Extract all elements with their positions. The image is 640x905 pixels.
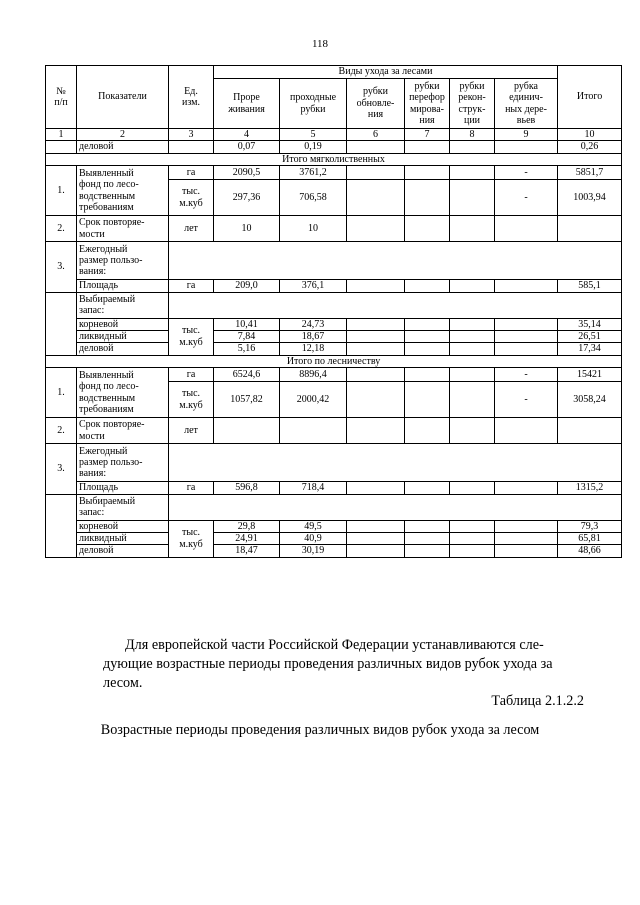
empty-cell bbox=[347, 520, 405, 532]
row-label: ликвидный bbox=[77, 533, 169, 545]
empty-cell bbox=[405, 166, 450, 180]
cell-line: Ежегодный bbox=[79, 243, 128, 255]
column-number: 6 bbox=[347, 129, 405, 141]
header-indicators: Показатели bbox=[77, 66, 169, 129]
cell-value: - bbox=[495, 382, 558, 418]
empty-cell bbox=[347, 343, 405, 355]
row-label bbox=[77, 444, 169, 482]
cell-line: запас: bbox=[79, 305, 105, 317]
empty-cell bbox=[450, 520, 495, 532]
cell-line: Ед. bbox=[184, 85, 198, 97]
cell-line: ных дере- bbox=[505, 103, 547, 115]
empty-cell bbox=[450, 545, 495, 557]
cell-line: Выбираемый bbox=[79, 293, 136, 305]
row-number: 2. bbox=[46, 216, 77, 242]
paragraph-line: дующие возрастные периоды проведения различных видов рубок ухода за bbox=[103, 656, 553, 672]
empty-cell bbox=[450, 368, 495, 382]
empty-cell bbox=[558, 216, 622, 242]
cell-value: 1315,2 bbox=[558, 482, 622, 494]
empty-cell bbox=[347, 382, 405, 418]
cell-line: размер пользо- bbox=[79, 457, 143, 469]
empty-cell bbox=[405, 482, 450, 494]
empty-cell bbox=[347, 280, 405, 292]
empty-cell bbox=[450, 216, 495, 242]
empty-cell bbox=[405, 368, 450, 382]
header-total: Итого bbox=[558, 66, 622, 129]
empty-cell bbox=[450, 482, 495, 494]
unit-cell: га bbox=[169, 280, 214, 292]
cell-line: живания bbox=[228, 103, 265, 115]
cell-value: 0,26 bbox=[558, 141, 622, 153]
empty-cell bbox=[347, 331, 405, 343]
empty-cell bbox=[46, 494, 77, 557]
cell-value: 10 bbox=[280, 216, 347, 242]
cell-value: - bbox=[495, 368, 558, 382]
empty-cell bbox=[405, 533, 450, 545]
unit-cell bbox=[169, 318, 214, 355]
empty-cell bbox=[405, 141, 450, 153]
cell-value: 1003,94 bbox=[558, 180, 622, 216]
empty-cell bbox=[450, 318, 495, 330]
page-number: 118 bbox=[311, 38, 329, 50]
unit-cell: га bbox=[169, 368, 214, 382]
empty-cell bbox=[405, 545, 450, 557]
row-label: ликвидный bbox=[77, 331, 169, 343]
cell-line: фонд по лесо- bbox=[79, 179, 139, 191]
row-label bbox=[77, 242, 169, 280]
empty-cell bbox=[495, 141, 558, 153]
empty-cell bbox=[450, 533, 495, 545]
section-title: Итого мягколиственных bbox=[46, 153, 622, 165]
empty-cell bbox=[495, 520, 558, 532]
cell-line: Срок повторяе- bbox=[79, 217, 145, 229]
cell-line: мости bbox=[79, 228, 105, 240]
cell-line: мости bbox=[79, 430, 105, 442]
empty-cell bbox=[405, 418, 450, 444]
row-label bbox=[77, 494, 169, 520]
header-type-3 bbox=[347, 79, 405, 129]
cell-value: - bbox=[495, 166, 558, 180]
row-number: 2. bbox=[46, 418, 77, 444]
cell-value: 1057,82 bbox=[214, 382, 280, 418]
cell-line: ции bbox=[463, 114, 481, 126]
body-paragraph bbox=[103, 636, 573, 693]
empty-cell bbox=[405, 216, 450, 242]
unit-cell: га bbox=[169, 482, 214, 494]
header-types-group: Виды ухода за лесами bbox=[214, 66, 558, 79]
cell-value: 3761,2 bbox=[280, 166, 347, 180]
empty-cell bbox=[347, 368, 405, 382]
cell-line: тыс. bbox=[181, 527, 201, 539]
empty-cell bbox=[405, 343, 450, 355]
empty-cell bbox=[495, 418, 558, 444]
cell-line: Выявленный bbox=[79, 369, 134, 381]
row-label bbox=[77, 166, 169, 216]
section-title: Итого по лесничеству bbox=[46, 355, 622, 367]
row-label bbox=[77, 368, 169, 418]
cell-line: размер пользо- bbox=[79, 255, 143, 267]
cell-value: 26,51 bbox=[558, 331, 622, 343]
empty-cell bbox=[347, 418, 405, 444]
row-label: корневой bbox=[77, 520, 169, 532]
unit-cell bbox=[169, 180, 214, 216]
cell-line: рубка bbox=[514, 80, 538, 92]
cell-value: 48,66 bbox=[558, 545, 622, 557]
cell-value: 2090,5 bbox=[214, 166, 280, 180]
cell-value: 10,41 bbox=[214, 318, 280, 330]
cell-value: 24,73 bbox=[280, 318, 347, 330]
cell-line: струк- bbox=[458, 103, 486, 115]
empty-cell bbox=[450, 280, 495, 292]
forestry-table bbox=[45, 65, 622, 558]
cell-value bbox=[214, 418, 280, 444]
cell-value: 7,84 bbox=[214, 331, 280, 343]
cell-line: п/п bbox=[54, 97, 68, 108]
empty-cell bbox=[405, 280, 450, 292]
cell-value: 5,16 bbox=[214, 343, 280, 355]
row-label bbox=[77, 418, 169, 444]
header-num bbox=[46, 66, 77, 129]
table-number-label: Таблица 2.1.2.2 bbox=[491, 693, 584, 709]
cell-value: 376,1 bbox=[280, 280, 347, 292]
empty-cell bbox=[405, 331, 450, 343]
cell-value: 6524,6 bbox=[214, 368, 280, 382]
empty-cell bbox=[450, 180, 495, 216]
cell-line: № bbox=[56, 85, 66, 97]
empty-cell bbox=[347, 166, 405, 180]
empty-cell bbox=[347, 533, 405, 545]
column-number: 7 bbox=[405, 129, 450, 141]
cell-line: Выбираемый bbox=[79, 495, 136, 507]
cell-line: водственным bbox=[79, 190, 136, 202]
unit-cell: лет bbox=[169, 418, 214, 444]
unit-cell bbox=[169, 382, 214, 418]
cell-line: проходные bbox=[289, 92, 337, 104]
cell-line: рубки bbox=[459, 80, 485, 92]
cell-line: м.куб bbox=[179, 538, 203, 550]
header-type-5 bbox=[450, 79, 495, 129]
column-number: 9 bbox=[495, 129, 558, 141]
empty-cell bbox=[450, 331, 495, 343]
cell-line: требованиям bbox=[79, 404, 134, 416]
empty-cell bbox=[450, 418, 495, 444]
empty-cell bbox=[46, 292, 77, 355]
column-number: 2 bbox=[77, 129, 169, 141]
cell-line: м.куб bbox=[179, 197, 203, 209]
empty-cell bbox=[495, 216, 558, 242]
cell-value: 17,34 bbox=[558, 343, 622, 355]
column-number: 1 bbox=[46, 129, 77, 141]
empty-cell bbox=[495, 280, 558, 292]
row-label: Площадь bbox=[77, 280, 169, 292]
row-label: деловой bbox=[77, 545, 169, 557]
empty-cell bbox=[495, 482, 558, 494]
empty-cell bbox=[347, 141, 405, 153]
empty-cell bbox=[405, 382, 450, 418]
cell-value: 706,58 bbox=[280, 180, 347, 216]
cell-line: тыс. bbox=[181, 325, 201, 337]
empty-cell bbox=[169, 292, 622, 318]
cell-line: фонд по лесо- bbox=[79, 381, 139, 393]
table-title: Возрастные периоды проведения различных видов рубок ухода за лесом bbox=[100, 722, 540, 738]
cell-line: ния bbox=[419, 114, 435, 126]
row-label: деловой bbox=[77, 343, 169, 355]
empty-cell bbox=[558, 418, 622, 444]
column-number: 10 bbox=[558, 129, 622, 141]
cell-line: м.куб bbox=[179, 399, 203, 411]
cell-value: 5851,7 bbox=[558, 166, 622, 180]
empty-cell bbox=[450, 343, 495, 355]
cell-line: перефор bbox=[409, 92, 445, 104]
empty-cell bbox=[450, 166, 495, 180]
header-type-1 bbox=[214, 79, 280, 129]
cell-line: изм. bbox=[182, 97, 200, 108]
empty-cell bbox=[46, 141, 77, 153]
column-number: 8 bbox=[450, 129, 495, 141]
empty-cell bbox=[450, 141, 495, 153]
cell-line: Проре bbox=[233, 92, 260, 104]
cell-line: запас: bbox=[79, 507, 105, 519]
cell-value: 10 bbox=[214, 216, 280, 242]
unit-cell: га bbox=[169, 166, 214, 180]
cell-line: рекон- bbox=[458, 92, 486, 104]
empty-cell bbox=[495, 343, 558, 355]
cell-value: 40,9 bbox=[280, 533, 347, 545]
empty-cell bbox=[495, 533, 558, 545]
empty-cell bbox=[347, 180, 405, 216]
empty-cell bbox=[495, 545, 558, 557]
row-number: 1. bbox=[46, 166, 77, 216]
cell-value: 12,18 bbox=[280, 343, 347, 355]
cell-line: водственным bbox=[79, 392, 136, 404]
cell-line: рубки bbox=[362, 86, 389, 98]
cell-value: 297,36 bbox=[214, 180, 280, 216]
row-label bbox=[77, 292, 169, 318]
row-label: корневой bbox=[77, 318, 169, 330]
cell-value: 8896,4 bbox=[280, 368, 347, 382]
empty-cell bbox=[347, 318, 405, 330]
cell-value: - bbox=[495, 180, 558, 216]
cell-value bbox=[280, 418, 347, 444]
cell-line: тыс. bbox=[181, 388, 201, 400]
cell-value: 49,5 bbox=[280, 520, 347, 532]
empty-cell bbox=[347, 482, 405, 494]
cell-value: 0,07 bbox=[214, 141, 280, 153]
empty-cell bbox=[495, 331, 558, 343]
unit-cell: лет bbox=[169, 216, 214, 242]
header-type-6 bbox=[495, 79, 558, 129]
cell-line: обновле- bbox=[356, 97, 395, 109]
table-body bbox=[46, 66, 622, 558]
cell-value: 15421 bbox=[558, 368, 622, 382]
cell-value: 18,47 bbox=[214, 545, 280, 557]
empty-cell bbox=[405, 318, 450, 330]
cell-line: вания: bbox=[79, 468, 107, 480]
cell-line: м.куб bbox=[179, 336, 203, 348]
empty-cell bbox=[169, 141, 214, 153]
row-label bbox=[77, 216, 169, 242]
cell-line: рубки bbox=[414, 80, 440, 92]
cell-line: Срок повторяе- bbox=[79, 419, 145, 431]
cell-line: единич- bbox=[509, 92, 543, 104]
cell-value: 18,67 bbox=[280, 331, 347, 343]
empty-cell bbox=[169, 444, 622, 482]
header-type-2 bbox=[280, 79, 347, 129]
empty-cell bbox=[450, 382, 495, 418]
cell-value: 35,14 bbox=[558, 318, 622, 330]
empty-cell bbox=[347, 545, 405, 557]
cell-value: 79,3 bbox=[558, 520, 622, 532]
empty-cell bbox=[169, 494, 622, 520]
cell-line: Выявленный bbox=[79, 167, 134, 179]
cell-value: 24,91 bbox=[214, 533, 280, 545]
cell-line: рубки bbox=[300, 103, 326, 115]
column-number: 5 bbox=[280, 129, 347, 141]
cell-value: 0,19 bbox=[280, 141, 347, 153]
header-unit bbox=[169, 66, 214, 129]
empty-cell bbox=[347, 216, 405, 242]
row-label: деловой bbox=[77, 141, 169, 153]
row-label: Площадь bbox=[77, 482, 169, 494]
paragraph-line: Для европейской части Российской Федерации устанавливаются сле- bbox=[125, 637, 544, 653]
cell-value: 3058,24 bbox=[558, 382, 622, 418]
row-number: 1. bbox=[46, 368, 77, 418]
cell-value: 718,4 bbox=[280, 482, 347, 494]
row-number: 3. bbox=[46, 242, 77, 292]
cell-value: 209,0 bbox=[214, 280, 280, 292]
cell-value: 2000,42 bbox=[280, 382, 347, 418]
cell-line: Ежегодный bbox=[79, 445, 128, 457]
cell-value: 30,19 bbox=[280, 545, 347, 557]
unit-cell bbox=[169, 520, 214, 557]
column-number: 3 bbox=[169, 129, 214, 141]
header-type-4 bbox=[405, 79, 450, 129]
empty-cell bbox=[495, 318, 558, 330]
cell-line: мирова- bbox=[409, 103, 445, 115]
empty-cell bbox=[169, 242, 622, 280]
cell-line: вания: bbox=[79, 266, 107, 278]
cell-value: 585,1 bbox=[558, 280, 622, 292]
paragraph-line: лесом. bbox=[103, 675, 143, 691]
cell-line: требованиям bbox=[79, 202, 134, 214]
cell-line: вьев bbox=[516, 114, 536, 126]
empty-cell bbox=[405, 180, 450, 216]
cell-line: тыс. bbox=[181, 186, 201, 198]
cell-value: 596,8 bbox=[214, 482, 280, 494]
cell-line: ния bbox=[367, 109, 384, 121]
cell-value: 29,8 bbox=[214, 520, 280, 532]
row-number: 3. bbox=[46, 444, 77, 494]
column-number: 4 bbox=[214, 129, 280, 141]
cell-value: 65,81 bbox=[558, 533, 622, 545]
empty-cell bbox=[405, 520, 450, 532]
